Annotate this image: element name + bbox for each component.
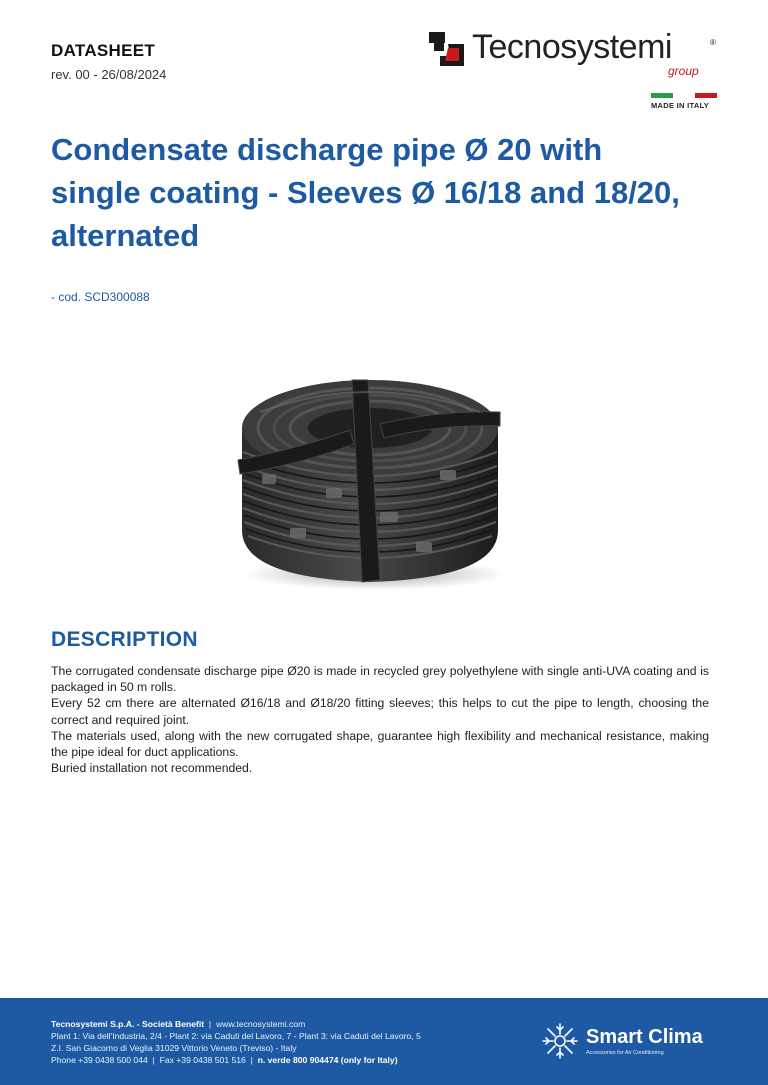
phone-number: Phone +39 0438 500 044 — [51, 1055, 148, 1065]
product-title: Condensate discharge pipe Ø 20 with single coating - Sleeves Ø 16/18 and 18/20, alternated — [51, 132, 680, 253]
document-header — [51, 41, 166, 82]
website-link[interactable]: www.tecnosystemi.com — [215, 1019, 306, 1029]
description-paragraph: Every 52 cm there are alternated Ø16/18 and Ø18/20 fitting sleeves; this helps to cut the pipe to length, choosing the correct and required joint. — [51, 696, 709, 727]
smart-clima-logo — [541, 1022, 721, 1062]
description-paragraph: Buried installation not recommended. — [51, 761, 253, 776]
separator: | — [206, 1019, 216, 1029]
made-in-italy-text: MADE IN ITALY — [651, 101, 710, 110]
tecnosystemi-logo — [428, 28, 720, 80]
smart-clima-tagline: Accessories for Air Conditioning — [586, 1050, 664, 1056]
description-body — [51, 663, 709, 776]
separator: | — [248, 1055, 258, 1065]
page-footer — [0, 998, 768, 1085]
company-info — [51, 1018, 421, 1066]
separator: | — [150, 1055, 160, 1065]
plants-address: Plant 1: Via dell'Industria, 2/4 - Plant 2: via Caduti del Lavoro, 7 - Plant 3: via Caduti del Lavoro, 5 — [51, 1031, 421, 1041]
logo-registered-mark: ® — [710, 38, 716, 47]
smart-clima-name: Smart Clima — [586, 1026, 703, 1048]
description-paragraph: The corrugated condensate discharge pipe Ø20 is made in recycled grey polyethylene with single anti-UVA coating and is packaged in 50 m rolls. — [51, 664, 709, 695]
made-in-italy-badge — [651, 93, 717, 110]
toll-free-number: n. verde 800 904474 (only for Italy) — [257, 1055, 398, 1065]
description-heading: DESCRIPTION — [51, 628, 198, 651]
logo-wordmark: Tecnosystemi — [472, 28, 672, 66]
product-code: - cod. SCD300088 — [51, 290, 150, 304]
tecnosystemi-logo-icon — [428, 30, 466, 68]
datasheet-label: DATASHEET — [51, 41, 156, 60]
description-paragraph: The materials used, along with the new corrugated shape, guarantee high flexibility and mechanical resistance, making the pipe ideal for duct applications. — [51, 728, 709, 760]
italian-flag-icon — [651, 93, 717, 98]
company-address: Z.I. San Giacomo di Veglia 31029 Vittorio Veneto (Treviso) - Italy — [51, 1043, 297, 1053]
logo-group-text: group — [668, 64, 699, 78]
revision-date: rev. 00 - 26/08/2024 — [51, 67, 167, 82]
company-name: Tecnosystemi S.p.A. - Società Benefit — [51, 1019, 205, 1029]
snowflake-sun-icon — [541, 1022, 579, 1060]
pipe-coil-image — [230, 352, 510, 592]
fax-number: Fax +39 0438 501 516 — [159, 1055, 246, 1065]
